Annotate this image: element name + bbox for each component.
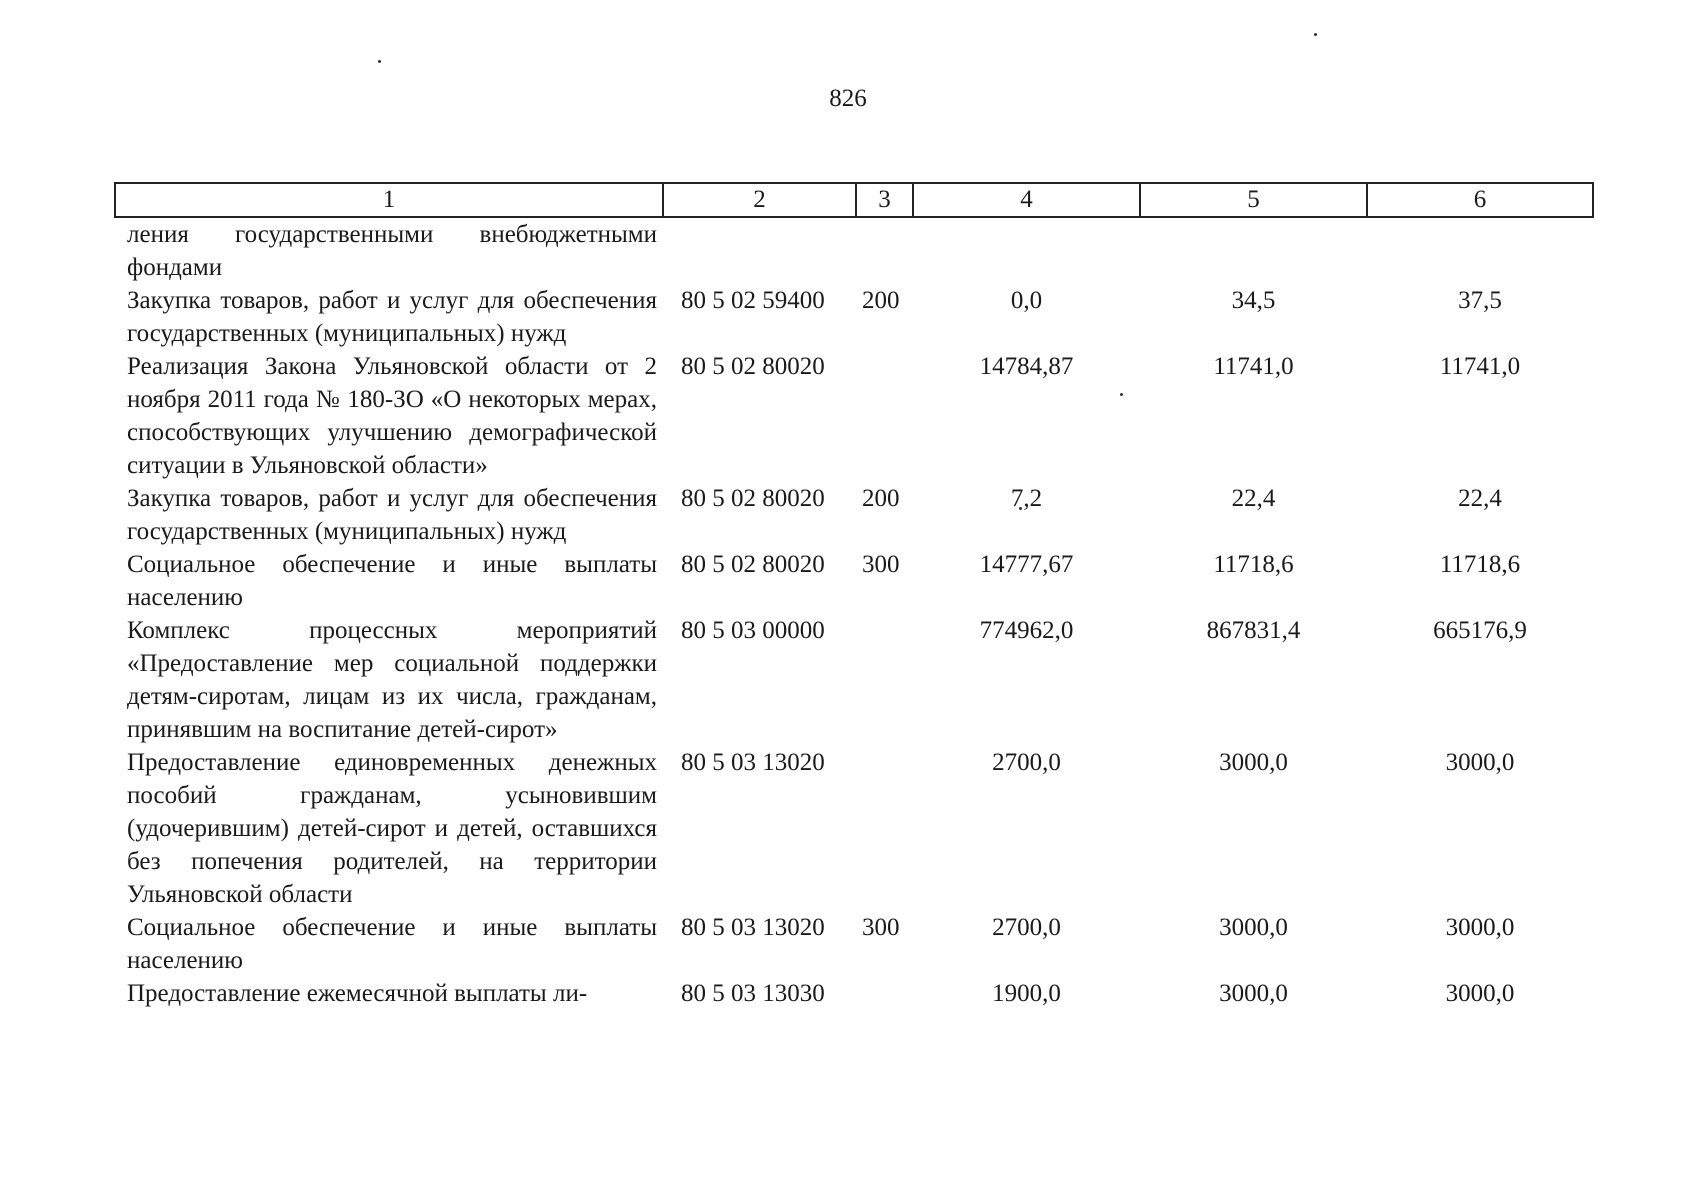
- row-type: [856, 746, 913, 911]
- row-name: Социальное обеспечение и иные выплаты населению: [127, 551, 657, 611]
- row-code: 80 5 03 00000: [681, 617, 825, 644]
- row-code: 80 5 03 13020: [681, 914, 825, 941]
- row-value-4: 1900,0: [992, 980, 1061, 1007]
- row-type: 200: [862, 287, 900, 314]
- table-row: [115, 350, 1593, 482]
- row-value-6: 3000,0: [1445, 980, 1515, 1007]
- column-header: 5: [1140, 183, 1367, 217]
- row-value-4: 14784,87: [979, 353, 1074, 380]
- table-row: [115, 911, 1593, 977]
- column-header: 6: [1367, 183, 1593, 217]
- row-name: Реализация Закона Ульяновской области от 2 ноября 2011 года № 180-ЗО «О некоторых мерах, способствующих улучшению демографической ситуации в Ульяновской области»: [127, 353, 657, 479]
- table-row: [115, 746, 1593, 911]
- row-name: ления государственными внебюджетными фондами: [127, 221, 657, 281]
- row-code: [663, 217, 856, 284]
- row-name: Предоставление единовременных денежных пособий гражданам, усыновившим (удочерившим) детей-сирот и детей, оставшихся без попечения родителей, на территории Ульяновской области: [127, 749, 657, 908]
- row-code: 80 5 02 80020: [681, 353, 825, 380]
- row-value-5: 11718,6: [1213, 551, 1294, 578]
- row-type: [856, 217, 913, 284]
- row-value-6: 11718,6: [1439, 551, 1521, 578]
- row-type: 200: [862, 485, 900, 512]
- table-row: [115, 614, 1593, 746]
- row-value-6: 22,4: [1458, 485, 1502, 512]
- row-value-5: 3000,0: [1219, 749, 1288, 776]
- row-value-4: [913, 217, 1140, 284]
- row-type: 300: [862, 551, 900, 578]
- row-code: 80 5 02 59400: [681, 287, 825, 314]
- row-type: 300: [862, 914, 900, 941]
- row-value-5: 22,4: [1231, 485, 1276, 512]
- row-name: Социальное обеспечение и иные выплаты населению: [127, 914, 657, 974]
- row-value-4: 14777,67: [979, 551, 1074, 578]
- budget-table: [114, 182, 1594, 1010]
- row-value-6: 3000,0: [1445, 749, 1515, 776]
- row-code: 80 5 03 13020: [681, 749, 825, 776]
- scan-speck: [1314, 33, 1317, 36]
- row-value-5: 34,5: [1231, 287, 1276, 314]
- row-code: 80 5 02 80020: [681, 551, 825, 578]
- row-value-4: 0,0: [1010, 287, 1043, 314]
- row-type: [856, 614, 913, 746]
- row-value-4: 7,2: [1010, 485, 1043, 512]
- row-name: Комплекс процессных мероприятий «Предоставление мер социальной поддержки детям-сиротам, лицам из их числа, гражданам, принявшим на воспитание детей-сирот»: [127, 617, 657, 743]
- row-value-4: 2700,0: [992, 749, 1061, 776]
- table-row: [115, 217, 1593, 284]
- row-value-6: 3000,0: [1445, 914, 1515, 941]
- column-header: 2: [663, 183, 856, 217]
- row-value-5: 11741,0: [1213, 353, 1294, 380]
- page-number: 826: [829, 85, 867, 112]
- row-code: 80 5 02 80020: [681, 485, 825, 512]
- row-value-4: 2700,0: [992, 914, 1061, 941]
- row-value-6: 37,5: [1458, 287, 1502, 314]
- row-name: Закупка товаров, работ и услуг для обеспечения государственных (муниципальных) нужд: [127, 485, 657, 545]
- row-value-6: [1367, 217, 1593, 284]
- column-header: 3: [856, 183, 913, 217]
- row-name: Закупка товаров, работ и услуг для обеспечения государственных (муниципальных) нужд: [127, 287, 657, 347]
- row-type: [856, 977, 913, 1010]
- row-code: 80 5 03 13030: [681, 980, 825, 1007]
- row-value-6: 665176,9: [1433, 617, 1527, 644]
- table-row: [115, 284, 1593, 350]
- row-value-5: 3000,0: [1219, 980, 1288, 1007]
- scan-speck: [378, 60, 381, 63]
- row-value-4: 774962,0: [979, 617, 1074, 644]
- row-value-5: 867831,4: [1206, 617, 1301, 644]
- header-row: [115, 183, 1593, 217]
- column-header: 1: [115, 183, 663, 217]
- row-type: [856, 350, 913, 482]
- row-value-6: 11741,0: [1439, 353, 1521, 380]
- table-row: [115, 548, 1593, 614]
- row-name: Предоставление ежемесячной выплаты ли-: [127, 980, 588, 1007]
- table-row: [115, 977, 1593, 1010]
- column-header: 4: [913, 183, 1140, 217]
- table-row: [115, 482, 1593, 548]
- row-value-5: [1140, 217, 1367, 284]
- row-value-5: 3000,0: [1219, 914, 1288, 941]
